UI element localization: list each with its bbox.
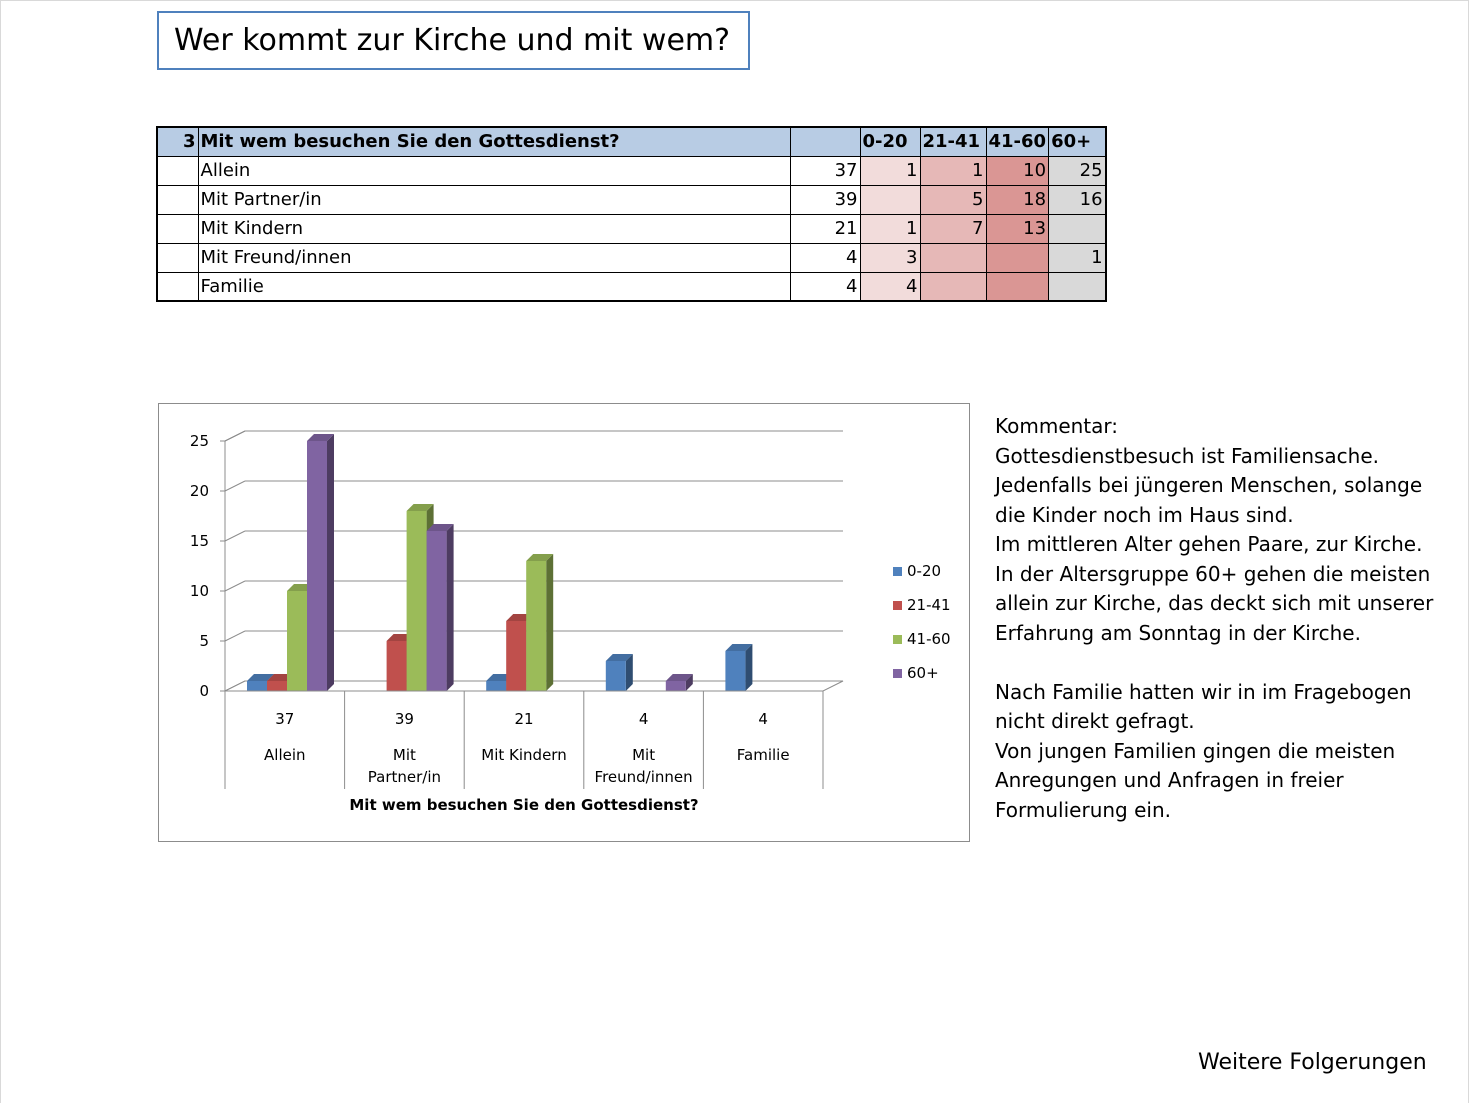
category-label: Partner/in [367,768,442,786]
bar [387,641,407,691]
legend-label: 60+ [907,664,939,682]
comment-line: die Kinder noch im Haus sind. [995,502,1294,527]
comment-line: nicht direkt gefragt. [995,709,1195,733]
comment-line: Nach Familie hatten wir in im Fragebogen [995,679,1412,704]
comment-line: Im mittleren Alter gehen Paare, zur Kirche. [995,532,1423,556]
cell-41-60: 13 [986,214,1049,243]
bar [606,661,626,691]
bar-side [745,644,752,691]
category-label: Mit [632,746,656,764]
cell-60plus [1049,272,1106,301]
bar [287,591,307,691]
bar [526,561,546,691]
row-total: 37 [790,156,860,185]
next-slide-link-text: Weitere Folgerungen [1198,1050,1427,1075]
bar [427,531,447,691]
comment-gap [995,648,1455,678]
row-label: Mit Partner/in [198,185,790,214]
bar [407,511,427,691]
y-tick-label: 5 [199,632,209,650]
gridline-side [225,481,245,491]
category-total-label: 21 [514,710,534,728]
row-total: 21 [790,214,860,243]
comment-line: Formulierung ein. [995,797,1171,822]
comment-line: Erfahrung am Sonntag in der Kirche. [995,620,1361,645]
category-label: Allein [264,746,306,764]
question-number: 3 [157,127,198,156]
y-tick-label: 15 [189,532,209,550]
category-label: Mit Kindern [481,746,567,764]
cell-21-41 [920,243,986,272]
row-label: Allein [198,156,790,185]
cell-60plus: 25 [1049,156,1106,185]
cell-0-20: 1 [860,214,920,243]
category-total-label: 4 [638,710,649,728]
bar [506,621,526,691]
cell-41-60: 18 [986,185,1049,214]
row-total: 39 [790,185,860,214]
bar-chart [158,403,970,842]
gridline-side [225,431,245,441]
header-group-0-20: 0-20 [860,127,920,156]
cell-41-60 [986,272,1049,301]
row-total: 4 [790,272,860,301]
survey-table [156,126,1107,302]
legend-swatch [893,669,902,678]
legend-swatch [893,567,902,576]
x-axis-title: Mit wem besuchen Sie den Gottesdienst? [349,796,699,814]
gridline-side [225,581,245,591]
comment-box [995,412,1455,825]
y-tick-label: 0 [199,682,209,700]
row-label: Familie [198,272,790,301]
cell-41-60 [986,243,1049,272]
legend-label: 0-20 [907,562,942,580]
y-tick-label: 25 [189,432,209,450]
gridline-side [225,631,245,641]
cell-60plus: 16 [1049,185,1106,214]
category-label: Familie [736,746,790,764]
bar [725,651,745,691]
category-total-label: 4 [758,710,768,728]
cell-0-20: 4 [860,272,920,301]
cell-21-41 [920,272,986,301]
comment-line: In der Altersgruppe 60+ gehen die meisten [995,561,1431,586]
comment-line: allein zur Kirche, das deckt sich mit unserer [995,591,1434,615]
legend-label: 41-60 [907,630,951,648]
bar-chart-svg [159,404,969,841]
header-group-60plus: 60+ [1049,127,1106,156]
comment-line: Anregungen und Anfragen in freier [995,768,1344,792]
slide-title [157,11,750,70]
category-total-label: 37 [275,710,295,728]
cell-41-60: 10 [986,156,1049,185]
row-label: Mit Kindern [198,214,790,243]
cell-0-20 [860,185,920,214]
category-label: Freund/innen [594,768,693,786]
category-total-label: 39 [394,710,414,728]
table-row [157,243,1106,272]
comment-line: Gottesdienstbesuch ist Familiensache. [995,443,1380,468]
cell-60plus [1049,214,1106,243]
bar-side [447,524,454,691]
bar [307,441,327,691]
header-group-21-41: 21-41 [920,127,986,156]
cell-0-20: 1 [860,156,920,185]
legend-swatch [893,635,902,644]
header-group-41-60: 41-60 [986,127,1049,156]
next-slide-link[interactable] [1198,1050,1427,1075]
bar-side [546,554,553,691]
bar [666,681,686,691]
bar [267,681,287,691]
row-total: 4 [790,243,860,272]
legend-label: 21-41 [907,596,951,614]
category-label: Mit [392,746,416,764]
cell-60plus: 1 [1049,243,1106,272]
cell-21-41: 7 [920,214,986,243]
gridline-side [225,531,245,541]
header-total-cell [790,127,860,156]
table-row [157,156,1106,185]
table-row [157,272,1106,301]
comment-line: Von jungen Familien gingen die meisten [995,738,1396,763]
slide-title-text: Wer kommt zur Kirche und mit wem? [174,23,731,58]
table-row [157,185,1106,214]
y-tick-label: 20 [189,482,209,500]
comment-line: Jedenfalls bei jüngeren Menschen, solange [995,473,1423,497]
row-label: Mit Freund/innen [198,243,790,272]
legend-swatch [893,601,902,610]
bar [486,681,506,691]
question-text: Mit wem besuchen Sie den Gottesdienst? [198,127,790,156]
y-tick-label: 10 [189,582,209,600]
bar-side [327,434,334,691]
cell-21-41: 5 [920,185,986,214]
cell-0-20: 3 [860,243,920,272]
bar [247,681,267,691]
cell-21-41: 1 [920,156,986,185]
comment-line: Kommentar: [995,414,1119,438]
table-header-row [157,127,1106,156]
table-row [157,214,1106,243]
